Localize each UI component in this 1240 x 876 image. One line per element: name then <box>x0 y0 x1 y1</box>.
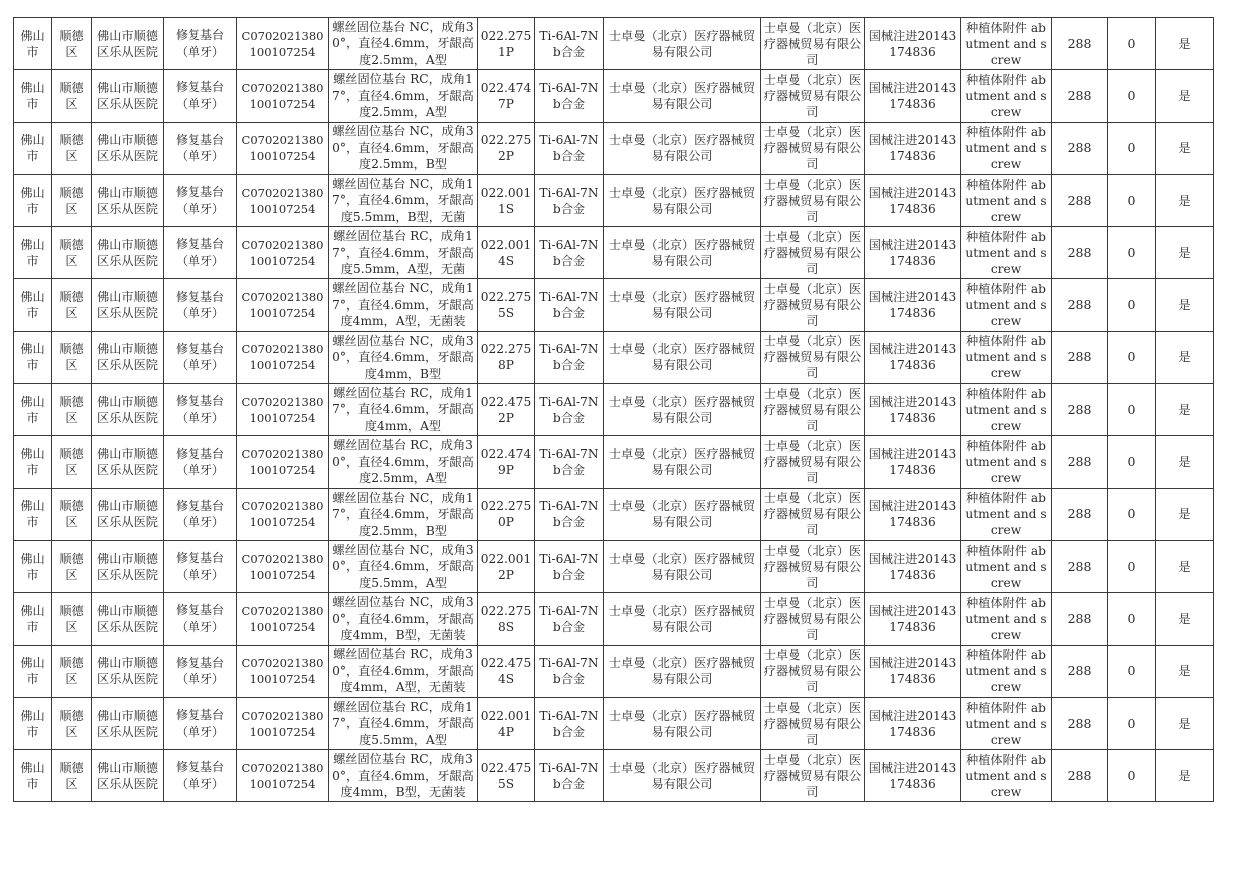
cell-city: 佛山市 <box>14 70 52 122</box>
cell-code: C0702021380100107254 <box>237 436 329 488</box>
cell-col13: 0 <box>1108 384 1156 436</box>
cell-material: Ti-6Al-7Nb合金 <box>535 227 604 279</box>
cell-manufacturer: 士卓曼（北京）医疗器械贸易有限公司 <box>604 227 761 279</box>
cell-flag: 是 <box>1156 279 1214 331</box>
cell-category: 修复基台（单牙） <box>164 70 237 122</box>
cell-price: 288 <box>1052 70 1108 122</box>
cell-registration: 国械注进20143174836 <box>865 70 961 122</box>
cell-model: 022.2750P <box>478 488 535 540</box>
cell-district: 顺德区 <box>52 697 92 749</box>
cell-category: 修复基台（单牙） <box>164 174 237 226</box>
cell-model: 022.2758P <box>478 331 535 383</box>
cell-city: 佛山市 <box>14 122 52 174</box>
cell-registration: 国械注进20143174836 <box>865 593 961 645</box>
cell-registration: 国械注进20143174836 <box>865 436 961 488</box>
cell-model: 022.2758S <box>478 593 535 645</box>
table-row <box>14 122 1214 174</box>
cell-price: 288 <box>1052 279 1108 331</box>
document-page <box>13 17 1213 802</box>
cell-model: 022.2751P <box>478 18 535 70</box>
cell-col13: 0 <box>1108 279 1156 331</box>
cell-manufacturer: 士卓曼（北京）医疗器械贸易有限公司 <box>604 645 761 697</box>
cell-city: 佛山市 <box>14 593 52 645</box>
cell-registration: 国械注进20143174836 <box>865 174 961 226</box>
cell-registration: 国械注进20143174836 <box>865 331 961 383</box>
cell-material: Ti-6Al-7Nb合金 <box>535 174 604 226</box>
cell-manufacturer: 士卓曼（北京）医疗器械贸易有限公司 <box>604 70 761 122</box>
cell-hospital: 佛山市顺德区乐从医院 <box>92 174 164 226</box>
cell-material: Ti-6Al-7Nb合金 <box>535 70 604 122</box>
cell-model: 022.4754S <box>478 645 535 697</box>
cell-price: 288 <box>1052 697 1108 749</box>
cell-description: 螺丝固位基台 RC，成角30°，直径4.6mm，牙龈高度4mm，A型，无菌装 <box>329 645 478 697</box>
cell-district: 顺德区 <box>52 384 92 436</box>
cell-code: C0702021380100107254 <box>237 70 329 122</box>
cell-manufacturer: 士卓曼（北京）医疗器械贸易有限公司 <box>604 279 761 331</box>
cell-hospital: 佛山市顺德区乐从医院 <box>92 750 164 802</box>
cell-code: C0702021380100107254 <box>237 18 329 70</box>
cell-registration: 国械注进20143174836 <box>865 18 961 70</box>
cell-flag: 是 <box>1156 122 1214 174</box>
cell-price: 288 <box>1052 540 1108 592</box>
cell-description: 螺丝固位基台 NC，成角17°，直径4.6mm，牙龈高度5.5mm，B型，无菌 <box>329 174 478 226</box>
cell-col13: 0 <box>1108 174 1156 226</box>
cell-model: 022.4755S <box>478 750 535 802</box>
cell-manufacturer: 士卓曼（北京）医疗器械贸易有限公司 <box>604 488 761 540</box>
cell-code: C0702021380100107254 <box>237 227 329 279</box>
cell-col13: 0 <box>1108 697 1156 749</box>
cell-col13: 0 <box>1108 645 1156 697</box>
cell-city: 佛山市 <box>14 331 52 383</box>
cell-code: C0702021380100107254 <box>237 488 329 540</box>
cell-district: 顺德区 <box>52 174 92 226</box>
cell-code: C0702021380100107254 <box>237 384 329 436</box>
cell-district: 顺德区 <box>52 540 92 592</box>
cell-manufacturer: 士卓曼（北京）医疗器械贸易有限公司 <box>604 540 761 592</box>
cell-registration: 国械注进20143174836 <box>865 227 961 279</box>
cell-col13: 0 <box>1108 227 1156 279</box>
cell-category: 修复基台（单牙） <box>164 593 237 645</box>
cell-model: 022.0014P <box>478 697 535 749</box>
cell-category: 修复基台（单牙） <box>164 227 237 279</box>
cell-flag: 是 <box>1156 70 1214 122</box>
cell-category: 修复基台（单牙） <box>164 697 237 749</box>
cell-manufacturer: 士卓曼（北京）医疗器械贸易有限公司 <box>604 436 761 488</box>
cell-flag: 是 <box>1156 697 1214 749</box>
cell-col13: 0 <box>1108 18 1156 70</box>
cell-col13: 0 <box>1108 331 1156 383</box>
cell-description: 螺丝固位基台 RC，成角17°，直径4.6mm，牙龈高度5.5mm，A型，无菌 <box>329 227 478 279</box>
cell-category: 修复基台（单牙） <box>164 384 237 436</box>
table-row <box>14 488 1214 540</box>
table-row <box>14 279 1214 331</box>
cell-flag: 是 <box>1156 593 1214 645</box>
cell-flag: 是 <box>1156 384 1214 436</box>
cell-agent: 士卓曼（北京）医疗器械贸易有限公司 <box>761 279 865 331</box>
cell-hospital: 佛山市顺德区乐从医院 <box>92 18 164 70</box>
cell-code: C0702021380100107254 <box>237 593 329 645</box>
cell-code: C0702021380100107254 <box>237 540 329 592</box>
cell-model: 022.0011S <box>478 174 535 226</box>
cell-registration-name: 种植体附件 abutment and screw <box>961 488 1052 540</box>
cell-description: 螺丝固位基台 RC，成角30°，直径4.6mm，牙龈高度4mm，B型，无菌装 <box>329 750 478 802</box>
cell-city: 佛山市 <box>14 279 52 331</box>
cell-hospital: 佛山市顺德区乐从医院 <box>92 436 164 488</box>
cell-model: 022.4747P <box>478 70 535 122</box>
cell-flag: 是 <box>1156 750 1214 802</box>
cell-city: 佛山市 <box>14 18 52 70</box>
cell-code: C0702021380100107254 <box>237 697 329 749</box>
cell-agent: 士卓曼（北京）医疗器械贸易有限公司 <box>761 227 865 279</box>
cell-hospital: 佛山市顺德区乐从医院 <box>92 331 164 383</box>
cell-hospital: 佛山市顺德区乐从医院 <box>92 645 164 697</box>
cell-model: 022.4752P <box>478 384 535 436</box>
cell-city: 佛山市 <box>14 540 52 592</box>
cell-category: 修复基台（单牙） <box>164 331 237 383</box>
cell-manufacturer: 士卓曼（北京）医疗器械贸易有限公司 <box>604 593 761 645</box>
cell-manufacturer: 士卓曼（北京）医疗器械贸易有限公司 <box>604 384 761 436</box>
cell-flag: 是 <box>1156 18 1214 70</box>
cell-district: 顺德区 <box>52 750 92 802</box>
cell-flag: 是 <box>1156 331 1214 383</box>
table-row <box>14 227 1214 279</box>
cell-hospital: 佛山市顺德区乐从医院 <box>92 122 164 174</box>
table-body <box>14 18 1214 802</box>
cell-description: 螺丝固位基台 RC，成角30°，直径4.6mm，牙龈高度2.5mm，A型 <box>329 436 478 488</box>
cell-manufacturer: 士卓曼（北京）医疗器械贸易有限公司 <box>604 122 761 174</box>
cell-model: 022.0014S <box>478 227 535 279</box>
cell-description: 螺丝固位基台 RC，成角17°，直径4.6mm，牙龈高度4mm，A型 <box>329 384 478 436</box>
cell-model: 022.0012P <box>478 540 535 592</box>
cell-hospital: 佛山市顺德区乐从医院 <box>92 540 164 592</box>
cell-col13: 0 <box>1108 593 1156 645</box>
cell-material: Ti-6Al-7Nb合金 <box>535 540 604 592</box>
cell-registration: 国械注进20143174836 <box>865 750 961 802</box>
cell-registration-name: 种植体附件 abutment and screw <box>961 174 1052 226</box>
cell-hospital: 佛山市顺德区乐从医院 <box>92 70 164 122</box>
cell-district: 顺德区 <box>52 331 92 383</box>
cell-category: 修复基台（单牙） <box>164 436 237 488</box>
cell-flag: 是 <box>1156 436 1214 488</box>
cell-registration-name: 种植体附件 abutment and screw <box>961 645 1052 697</box>
table-row <box>14 540 1214 592</box>
cell-category: 修复基台（单牙） <box>164 645 237 697</box>
cell-agent: 士卓曼（北京）医疗器械贸易有限公司 <box>761 488 865 540</box>
table-row <box>14 645 1214 697</box>
cell-flag: 是 <box>1156 645 1214 697</box>
cell-registration: 国械注进20143174836 <box>865 122 961 174</box>
cell-district: 顺德区 <box>52 436 92 488</box>
cell-flag: 是 <box>1156 174 1214 226</box>
cell-col13: 0 <box>1108 436 1156 488</box>
cell-flag: 是 <box>1156 227 1214 279</box>
cell-col13: 0 <box>1108 750 1156 802</box>
cell-registration: 国械注进20143174836 <box>865 384 961 436</box>
cell-agent: 士卓曼（北京）医疗器械贸易有限公司 <box>761 122 865 174</box>
cell-city: 佛山市 <box>14 227 52 279</box>
cell-model: 022.2752P <box>478 122 535 174</box>
cell-registration: 国械注进20143174836 <box>865 645 961 697</box>
cell-city: 佛山市 <box>14 174 52 226</box>
cell-city: 佛山市 <box>14 750 52 802</box>
cell-hospital: 佛山市顺德区乐从医院 <box>92 593 164 645</box>
cell-description: 螺丝固位基台 NC，成角30°，直径4.6mm，牙龈高度2.5mm，B型 <box>329 122 478 174</box>
cell-registration: 国械注进20143174836 <box>865 697 961 749</box>
cell-agent: 士卓曼（北京）医疗器械贸易有限公司 <box>761 70 865 122</box>
table-row <box>14 70 1214 122</box>
cell-category: 修复基台（单牙） <box>164 18 237 70</box>
cell-col13: 0 <box>1108 122 1156 174</box>
cell-agent: 士卓曼（北京）医疗器械贸易有限公司 <box>761 18 865 70</box>
table-row <box>14 174 1214 226</box>
cell-code: C0702021380100107254 <box>237 279 329 331</box>
cell-description: 螺丝固位基台 RC，成角17°，直径4.6mm，牙龈高度5.5mm，A型 <box>329 697 478 749</box>
cell-description: 螺丝固位基台 NC，成角30°，直径4.6mm，牙龈高度4mm，B型 <box>329 331 478 383</box>
cell-manufacturer: 士卓曼（北京）医疗器械贸易有限公司 <box>604 18 761 70</box>
cell-material: Ti-6Al-7Nb合金 <box>535 331 604 383</box>
cell-material: Ti-6Al-7Nb合金 <box>535 697 604 749</box>
cell-code: C0702021380100107254 <box>237 331 329 383</box>
cell-city: 佛山市 <box>14 645 52 697</box>
cell-col13: 0 <box>1108 540 1156 592</box>
cell-price: 288 <box>1052 750 1108 802</box>
cell-flag: 是 <box>1156 540 1214 592</box>
cell-material: Ti-6Al-7Nb合金 <box>535 750 604 802</box>
device-table <box>13 17 1214 802</box>
cell-city: 佛山市 <box>14 384 52 436</box>
cell-material: Ti-6Al-7Nb合金 <box>535 18 604 70</box>
cell-description: 螺丝固位基台 NC，成角17°，直径4.6mm，牙龈高度4mm，A型，无菌装 <box>329 279 478 331</box>
cell-registration-name: 种植体附件 abutment and screw <box>961 70 1052 122</box>
cell-material: Ti-6Al-7Nb合金 <box>535 384 604 436</box>
cell-col13: 0 <box>1108 70 1156 122</box>
cell-district: 顺德区 <box>52 279 92 331</box>
cell-description: 螺丝固位基台 NC，成角17°，直径4.6mm，牙龈高度2.5mm，B型 <box>329 488 478 540</box>
cell-description: 螺丝固位基台 NC，成角30°，直径4.6mm，牙龈高度4mm，B型，无菌装 <box>329 593 478 645</box>
cell-registration-name: 种植体附件 abutment and screw <box>961 697 1052 749</box>
cell-district: 顺德区 <box>52 122 92 174</box>
cell-district: 顺德区 <box>52 70 92 122</box>
cell-price: 288 <box>1052 122 1108 174</box>
cell-district: 顺德区 <box>52 227 92 279</box>
cell-district: 顺德区 <box>52 18 92 70</box>
cell-manufacturer: 士卓曼（北京）医疗器械贸易有限公司 <box>604 331 761 383</box>
cell-manufacturer: 士卓曼（北京）医疗器械贸易有限公司 <box>604 697 761 749</box>
cell-registration-name: 种植体附件 abutment and screw <box>961 279 1052 331</box>
cell-hospital: 佛山市顺德区乐从医院 <box>92 488 164 540</box>
cell-material: Ti-6Al-7Nb合金 <box>535 488 604 540</box>
cell-registration-name: 种植体附件 abutment and screw <box>961 227 1052 279</box>
cell-manufacturer: 士卓曼（北京）医疗器械贸易有限公司 <box>604 174 761 226</box>
table-row <box>14 18 1214 70</box>
cell-registration-name: 种植体附件 abutment and screw <box>961 122 1052 174</box>
cell-registration: 国械注进20143174836 <box>865 279 961 331</box>
cell-hospital: 佛山市顺德区乐从医院 <box>92 384 164 436</box>
cell-model: 022.4749P <box>478 436 535 488</box>
cell-material: Ti-6Al-7Nb合金 <box>535 593 604 645</box>
table-row <box>14 436 1214 488</box>
cell-price: 288 <box>1052 384 1108 436</box>
cell-price: 288 <box>1052 645 1108 697</box>
cell-district: 顺德区 <box>52 645 92 697</box>
cell-registration-name: 种植体附件 abutment and screw <box>961 540 1052 592</box>
cell-agent: 士卓曼（北京）医疗器械贸易有限公司 <box>761 645 865 697</box>
cell-category: 修复基台（单牙） <box>164 750 237 802</box>
cell-description: 螺丝固位基台 NC，成角30°，直径4.6mm，牙龈高度2.5mm，A型 <box>329 18 478 70</box>
cell-code: C0702021380100107254 <box>237 750 329 802</box>
cell-description: 螺丝固位基台 NC，成角30°，直径4.6mm，牙龈高度5.5mm，A型 <box>329 540 478 592</box>
cell-price: 288 <box>1052 174 1108 226</box>
cell-registration-name: 种植体附件 abutment and screw <box>961 18 1052 70</box>
cell-model: 022.2755S <box>478 279 535 331</box>
cell-category: 修复基台（单牙） <box>164 540 237 592</box>
table-row <box>14 593 1214 645</box>
cell-registration-name: 种植体附件 abutment and screw <box>961 384 1052 436</box>
cell-agent: 士卓曼（北京）医疗器械贸易有限公司 <box>761 436 865 488</box>
cell-code: C0702021380100107254 <box>237 645 329 697</box>
cell-col13: 0 <box>1108 488 1156 540</box>
cell-registration: 国械注进20143174836 <box>865 540 961 592</box>
cell-city: 佛山市 <box>14 436 52 488</box>
cell-manufacturer: 士卓曼（北京）医疗器械贸易有限公司 <box>604 750 761 802</box>
table-row <box>14 331 1214 383</box>
cell-category: 修复基台（单牙） <box>164 279 237 331</box>
cell-price: 288 <box>1052 593 1108 645</box>
cell-agent: 士卓曼（北京）医疗器械贸易有限公司 <box>761 697 865 749</box>
cell-city: 佛山市 <box>14 488 52 540</box>
table-row <box>14 384 1214 436</box>
cell-code: C0702021380100107254 <box>237 174 329 226</box>
cell-registration: 国械注进20143174836 <box>865 488 961 540</box>
cell-registration-name: 种植体附件 abutment and screw <box>961 436 1052 488</box>
cell-price: 288 <box>1052 227 1108 279</box>
cell-agent: 士卓曼（北京）医疗器械贸易有限公司 <box>761 750 865 802</box>
cell-district: 顺德区 <box>52 488 92 540</box>
cell-material: Ti-6Al-7Nb合金 <box>535 436 604 488</box>
cell-hospital: 佛山市顺德区乐从医院 <box>92 279 164 331</box>
cell-price: 288 <box>1052 331 1108 383</box>
cell-city: 佛山市 <box>14 697 52 749</box>
cell-price: 288 <box>1052 488 1108 540</box>
table-row <box>14 697 1214 749</box>
cell-registration-name: 种植体附件 abutment and screw <box>961 750 1052 802</box>
cell-agent: 士卓曼（北京）医疗器械贸易有限公司 <box>761 174 865 226</box>
cell-flag: 是 <box>1156 488 1214 540</box>
cell-description: 螺丝固位基台 RC，成角17°，直径4.6mm，牙龈高度2.5mm，A型 <box>329 70 478 122</box>
cell-category: 修复基台（单牙） <box>164 122 237 174</box>
cell-agent: 士卓曼（北京）医疗器械贸易有限公司 <box>761 384 865 436</box>
cell-agent: 士卓曼（北京）医疗器械贸易有限公司 <box>761 593 865 645</box>
cell-hospital: 佛山市顺德区乐从医院 <box>92 227 164 279</box>
cell-material: Ti-6Al-7Nb合金 <box>535 645 604 697</box>
cell-category: 修复基台（单牙） <box>164 488 237 540</box>
cell-material: Ti-6Al-7Nb合金 <box>535 122 604 174</box>
table-row <box>14 750 1214 802</box>
cell-price: 288 <box>1052 436 1108 488</box>
cell-agent: 士卓曼（北京）医疗器械贸易有限公司 <box>761 331 865 383</box>
cell-price: 288 <box>1052 18 1108 70</box>
cell-registration-name: 种植体附件 abutment and screw <box>961 331 1052 383</box>
cell-district: 顺德区 <box>52 593 92 645</box>
cell-hospital: 佛山市顺德区乐从医院 <box>92 697 164 749</box>
cell-agent: 士卓曼（北京）医疗器械贸易有限公司 <box>761 540 865 592</box>
cell-material: Ti-6Al-7Nb合金 <box>535 279 604 331</box>
cell-registration-name: 种植体附件 abutment and screw <box>961 593 1052 645</box>
cell-code: C0702021380100107254 <box>237 122 329 174</box>
